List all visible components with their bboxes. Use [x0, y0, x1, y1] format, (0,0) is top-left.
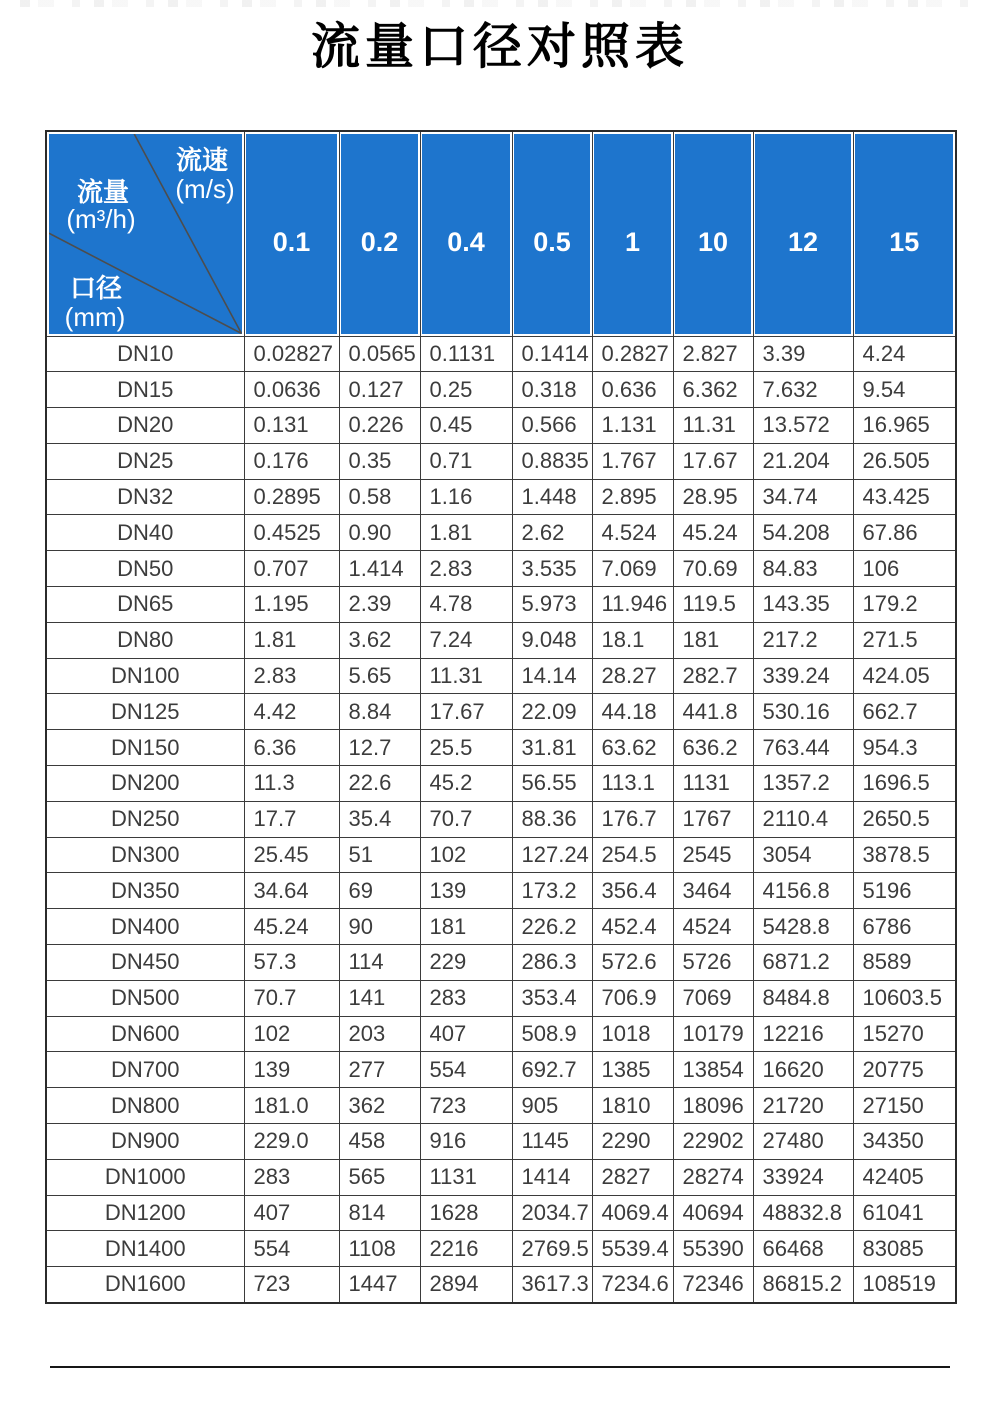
value-cell: 4.42 — [244, 694, 339, 730]
value-cell: 11.31 — [420, 658, 512, 694]
table-body — [46, 336, 956, 1303]
value-cell: 66468 — [753, 1231, 853, 1267]
value-cell: 4.524 — [592, 515, 673, 551]
table-row — [46, 479, 956, 515]
dn-cell: DN300 — [46, 837, 244, 873]
value-cell: 9.54 — [853, 372, 956, 408]
value-cell: 43.425 — [853, 479, 956, 515]
value-cell: 4156.8 — [753, 873, 853, 909]
value-cell: 0.45 — [420, 408, 512, 444]
value-cell: 0.176 — [244, 443, 339, 479]
value-cell: 40694 — [673, 1195, 753, 1231]
table-row — [46, 408, 956, 444]
value-cell: 173.2 — [512, 873, 592, 909]
value-cell: 2.62 — [512, 515, 592, 551]
value-cell: 22902 — [673, 1124, 753, 1160]
value-cell: 102 — [420, 837, 512, 873]
header-row — [46, 131, 956, 336]
dn-cell: DN1600 — [46, 1267, 244, 1303]
table-row — [46, 945, 956, 981]
value-cell: 90 — [339, 909, 420, 945]
value-cell: 21.204 — [753, 443, 853, 479]
dn-cell: DN500 — [46, 980, 244, 1016]
value-cell: 1447 — [339, 1267, 420, 1303]
value-cell: 179.2 — [853, 587, 956, 623]
table-row — [46, 622, 956, 658]
table-row — [46, 515, 956, 551]
value-cell: 4069.4 — [592, 1195, 673, 1231]
value-cell: 706.9 — [592, 980, 673, 1016]
flow-axis-label: 流量 — [76, 177, 130, 207]
value-cell: 0.4525 — [244, 515, 339, 551]
value-cell: 554 — [244, 1231, 339, 1267]
flow-axis-unit: (m³/h) — [66, 204, 136, 234]
value-cell: 283 — [420, 980, 512, 1016]
dn-cell: DN1000 — [46, 1159, 244, 1195]
table-row — [46, 801, 956, 837]
dn-cell: DN900 — [46, 1124, 244, 1160]
table-row — [46, 1159, 956, 1195]
velocity-axis-unit: (m/s) — [175, 174, 235, 204]
value-cell: 33924 — [753, 1159, 853, 1195]
value-cell: 1385 — [592, 1052, 673, 1088]
value-cell: 356.4 — [592, 873, 673, 909]
value-cell: 2827 — [592, 1159, 673, 1195]
velocity-column-header: 10 — [673, 131, 753, 336]
value-cell: 662.7 — [853, 694, 956, 730]
value-cell: 1145 — [512, 1124, 592, 1160]
value-cell: 3.62 — [339, 622, 420, 658]
value-cell: 0.1414 — [512, 336, 592, 372]
value-cell: 692.7 — [512, 1052, 592, 1088]
value-cell: 286.3 — [512, 945, 592, 981]
table-row — [46, 443, 956, 479]
value-cell: 458 — [339, 1124, 420, 1160]
value-cell: 21720 — [753, 1088, 853, 1124]
value-cell: 1696.5 — [853, 766, 956, 802]
value-cell: 42405 — [853, 1159, 956, 1195]
velocity-column-header: 1 — [592, 131, 673, 336]
value-cell: 1.767 — [592, 443, 673, 479]
table-row — [46, 730, 956, 766]
dn-cell: DN600 — [46, 1016, 244, 1052]
value-cell: 1357.2 — [753, 766, 853, 802]
value-cell: 572.6 — [592, 945, 673, 981]
value-cell: 17.67 — [673, 443, 753, 479]
value-cell: 1.195 — [244, 587, 339, 623]
value-cell: 7234.6 — [592, 1267, 673, 1303]
value-cell: 56.55 — [512, 766, 592, 802]
value-cell: 84.83 — [753, 551, 853, 587]
value-cell: 139 — [244, 1052, 339, 1088]
value-cell: 11.3 — [244, 766, 339, 802]
value-cell: 3.39 — [753, 336, 853, 372]
dn-cell: DN450 — [46, 945, 244, 981]
value-cell: 0.02827 — [244, 336, 339, 372]
value-cell: 229.0 — [244, 1124, 339, 1160]
value-cell: 18096 — [673, 1088, 753, 1124]
dn-cell: DN20 — [46, 408, 244, 444]
value-cell: 5.973 — [512, 587, 592, 623]
value-cell: 22.09 — [512, 694, 592, 730]
value-cell: 14.14 — [512, 658, 592, 694]
value-cell: 22.6 — [339, 766, 420, 802]
value-cell: 1628 — [420, 1195, 512, 1231]
value-cell: 0.566 — [512, 408, 592, 444]
value-cell: 2216 — [420, 1231, 512, 1267]
value-cell: 67.86 — [853, 515, 956, 551]
value-cell: 5428.8 — [753, 909, 853, 945]
value-cell: 18.1 — [592, 622, 673, 658]
value-cell: 5726 — [673, 945, 753, 981]
value-cell: 0.318 — [512, 372, 592, 408]
dn-cell: DN40 — [46, 515, 244, 551]
value-cell: 254.5 — [592, 837, 673, 873]
dn-cell: DN25 — [46, 443, 244, 479]
value-cell: 1.16 — [420, 479, 512, 515]
value-cell: 0.707 — [244, 551, 339, 587]
value-cell: 7.632 — [753, 372, 853, 408]
value-cell: 1810 — [592, 1088, 673, 1124]
dn-cell: DN125 — [46, 694, 244, 730]
top-cropped-text — [20, 0, 980, 7]
dn-cell: DN100 — [46, 658, 244, 694]
table-row — [46, 873, 956, 909]
velocity-axis-label: 流速 — [175, 145, 229, 175]
dn-cell: DN50 — [46, 551, 244, 587]
value-cell: 63.62 — [592, 730, 673, 766]
value-cell: 17.67 — [420, 694, 512, 730]
value-cell: 0.35 — [339, 443, 420, 479]
value-cell: 0.25 — [420, 372, 512, 408]
value-cell: 1414 — [512, 1159, 592, 1195]
value-cell: 1131 — [420, 1159, 512, 1195]
value-cell: 108519 — [853, 1267, 956, 1303]
value-cell: 2650.5 — [853, 801, 956, 837]
value-cell: 1767 — [673, 801, 753, 837]
value-cell: 181.0 — [244, 1088, 339, 1124]
table-row — [46, 1016, 956, 1052]
value-cell: 45.24 — [244, 909, 339, 945]
value-cell: 5.65 — [339, 658, 420, 694]
value-cell: 4524 — [673, 909, 753, 945]
table-container — [45, 130, 957, 1304]
value-cell: 181 — [673, 622, 753, 658]
value-cell: 0.71 — [420, 443, 512, 479]
value-cell: 6786 — [853, 909, 956, 945]
value-cell: 27150 — [853, 1088, 956, 1124]
value-cell: 57.3 — [244, 945, 339, 981]
value-cell: 31.81 — [512, 730, 592, 766]
dn-cell: DN65 — [46, 587, 244, 623]
value-cell: 141 — [339, 980, 420, 1016]
value-cell: 339.24 — [753, 658, 853, 694]
value-cell: 5196 — [853, 873, 956, 909]
value-cell: 3054 — [753, 837, 853, 873]
dn-cell: DN32 — [46, 479, 244, 515]
value-cell: 508.9 — [512, 1016, 592, 1052]
value-cell: 277 — [339, 1052, 420, 1088]
value-cell: 2.83 — [244, 658, 339, 694]
value-cell: 407 — [420, 1016, 512, 1052]
value-cell: 12216 — [753, 1016, 853, 1052]
value-cell: 283 — [244, 1159, 339, 1195]
value-cell: 34.64 — [244, 873, 339, 909]
value-cell: 0.226 — [339, 408, 420, 444]
table-row — [46, 1267, 956, 1303]
value-cell: 2.827 — [673, 336, 753, 372]
value-cell: 282.7 — [673, 658, 753, 694]
value-cell: 636.2 — [673, 730, 753, 766]
value-cell: 530.16 — [753, 694, 853, 730]
value-cell: 5539.4 — [592, 1231, 673, 1267]
value-cell: 353.4 — [512, 980, 592, 1016]
value-cell: 176.7 — [592, 801, 673, 837]
value-cell: 0.636 — [592, 372, 673, 408]
value-cell: 13854 — [673, 1052, 753, 1088]
value-cell: 424.05 — [853, 658, 956, 694]
value-cell: 2769.5 — [512, 1231, 592, 1267]
dn-cell: DN700 — [46, 1052, 244, 1088]
value-cell: 1.448 — [512, 479, 592, 515]
diameter-axis-unit: (mm) — [64, 302, 126, 332]
dn-cell: DN250 — [46, 801, 244, 837]
table-row — [46, 587, 956, 623]
value-cell: 407 — [244, 1195, 339, 1231]
value-cell: 723 — [244, 1267, 339, 1303]
value-cell: 9.048 — [512, 622, 592, 658]
value-cell: 2.39 — [339, 587, 420, 623]
value-cell: 229 — [420, 945, 512, 981]
value-cell: 34350 — [853, 1124, 956, 1160]
dn-cell: DN1400 — [46, 1231, 244, 1267]
value-cell: 2.895 — [592, 479, 673, 515]
value-cell: 0.0565 — [339, 336, 420, 372]
value-cell: 181 — [420, 909, 512, 945]
value-cell: 28.27 — [592, 658, 673, 694]
value-cell: 271.5 — [853, 622, 956, 658]
value-cell: 27480 — [753, 1124, 853, 1160]
dn-cell: DN1200 — [46, 1195, 244, 1231]
value-cell: 106 — [853, 551, 956, 587]
value-cell: 143.35 — [753, 587, 853, 623]
value-cell: 25.5 — [420, 730, 512, 766]
value-cell: 55390 — [673, 1231, 753, 1267]
value-cell: 7.069 — [592, 551, 673, 587]
value-cell: 723 — [420, 1088, 512, 1124]
value-cell: 6.36 — [244, 730, 339, 766]
value-cell: 1.81 — [244, 622, 339, 658]
table-row — [46, 766, 956, 802]
value-cell: 114 — [339, 945, 420, 981]
value-cell: 217.2 — [753, 622, 853, 658]
value-cell: 11.946 — [592, 587, 673, 623]
value-cell: 3464 — [673, 873, 753, 909]
value-cell: 51 — [339, 837, 420, 873]
value-cell: 6.362 — [673, 372, 753, 408]
value-cell: 3617.3 — [512, 1267, 592, 1303]
value-cell: 10179 — [673, 1016, 753, 1052]
velocity-column-header: 0.2 — [339, 131, 420, 336]
dn-cell: DN80 — [46, 622, 244, 658]
value-cell: 44.18 — [592, 694, 673, 730]
value-cell: 1.81 — [420, 515, 512, 551]
value-cell: 45.2 — [420, 766, 512, 802]
value-cell: 0.127 — [339, 372, 420, 408]
velocity-column-header: 0.4 — [420, 131, 512, 336]
value-cell: 3878.5 — [853, 837, 956, 873]
value-cell: 12.7 — [339, 730, 420, 766]
value-cell: 954.3 — [853, 730, 956, 766]
value-cell: 83085 — [853, 1231, 956, 1267]
velocity-column-header: 0.5 — [512, 131, 592, 336]
value-cell: 0.90 — [339, 515, 420, 551]
value-cell: 86815.2 — [753, 1267, 853, 1303]
dn-cell: DN10 — [46, 336, 244, 372]
value-cell: 13.572 — [753, 408, 853, 444]
value-cell: 11.31 — [673, 408, 753, 444]
value-cell: 3.535 — [512, 551, 592, 587]
value-cell: 15270 — [853, 1016, 956, 1052]
value-cell: 4.78 — [420, 587, 512, 623]
value-cell: 565 — [339, 1159, 420, 1195]
value-cell: 54.208 — [753, 515, 853, 551]
value-cell: 35.4 — [339, 801, 420, 837]
value-cell: 20775 — [853, 1052, 956, 1088]
value-cell: 8589 — [853, 945, 956, 981]
value-cell: 25.45 — [244, 837, 339, 873]
value-cell: 0.0636 — [244, 372, 339, 408]
dn-cell: DN150 — [46, 730, 244, 766]
velocity-column-header: 0.1 — [244, 131, 339, 336]
table-row — [46, 980, 956, 1016]
velocity-column-header: 12 — [753, 131, 853, 336]
table-row — [46, 1124, 956, 1160]
corner-header-cell — [46, 131, 244, 336]
value-cell: 2034.7 — [512, 1195, 592, 1231]
value-cell: 2545 — [673, 837, 753, 873]
value-cell: 905 — [512, 1088, 592, 1124]
value-cell: 1108 — [339, 1231, 420, 1267]
value-cell: 72346 — [673, 1267, 753, 1303]
value-cell: 441.8 — [673, 694, 753, 730]
table-row — [46, 837, 956, 873]
table-row — [46, 1052, 956, 1088]
value-cell: 16620 — [753, 1052, 853, 1088]
value-cell: 7.24 — [420, 622, 512, 658]
table-row — [46, 1088, 956, 1124]
bottom-divider — [50, 1366, 950, 1368]
value-cell: 0.58 — [339, 479, 420, 515]
value-cell: 2.83 — [420, 551, 512, 587]
value-cell: 102 — [244, 1016, 339, 1052]
value-cell: 1131 — [673, 766, 753, 802]
dn-cell: DN350 — [46, 873, 244, 909]
value-cell: 6871.2 — [753, 945, 853, 981]
value-cell: 0.131 — [244, 408, 339, 444]
value-cell: 48832.8 — [753, 1195, 853, 1231]
dn-cell: DN800 — [46, 1088, 244, 1124]
table-row — [46, 658, 956, 694]
page-title: 流量口径对照表 — [310, 20, 689, 74]
value-cell: 452.4 — [592, 909, 673, 945]
value-cell: 26.505 — [853, 443, 956, 479]
value-cell: 2110.4 — [753, 801, 853, 837]
value-cell: 88.36 — [512, 801, 592, 837]
value-cell: 119.5 — [673, 587, 753, 623]
dn-cell: DN400 — [46, 909, 244, 945]
table-row — [46, 694, 956, 730]
value-cell: 1018 — [592, 1016, 673, 1052]
value-cell: 28274 — [673, 1159, 753, 1195]
value-cell: 814 — [339, 1195, 420, 1231]
value-cell: 0.2895 — [244, 479, 339, 515]
value-cell: 8484.8 — [753, 980, 853, 1016]
value-cell: 70.7 — [420, 801, 512, 837]
table-row — [46, 551, 956, 587]
value-cell: 61041 — [853, 1195, 956, 1231]
value-cell: 45.24 — [673, 515, 753, 551]
table-row — [46, 336, 956, 372]
diameter-axis-label: 口径 — [69, 273, 123, 303]
value-cell: 34.74 — [753, 479, 853, 515]
value-cell: 1.414 — [339, 551, 420, 587]
value-cell: 362 — [339, 1088, 420, 1124]
table-row — [46, 1195, 956, 1231]
value-cell: 2290 — [592, 1124, 673, 1160]
value-cell: 70.7 — [244, 980, 339, 1016]
dn-cell: DN200 — [46, 766, 244, 802]
dn-cell: DN15 — [46, 372, 244, 408]
value-cell: 226.2 — [512, 909, 592, 945]
value-cell: 127.24 — [512, 837, 592, 873]
value-cell: 554 — [420, 1052, 512, 1088]
table-row — [46, 1231, 956, 1267]
value-cell: 69 — [339, 873, 420, 909]
value-cell: 1.131 — [592, 408, 673, 444]
value-cell: 763.44 — [753, 730, 853, 766]
table-row — [46, 909, 956, 945]
value-cell: 0.2827 — [592, 336, 673, 372]
value-cell: 0.8835 — [512, 443, 592, 479]
value-cell: 8.84 — [339, 694, 420, 730]
value-cell: 7069 — [673, 980, 753, 1016]
value-cell: 70.69 — [673, 551, 753, 587]
value-cell: 28.95 — [673, 479, 753, 515]
value-cell: 916 — [420, 1124, 512, 1160]
value-cell: 17.7 — [244, 801, 339, 837]
value-cell: 16.965 — [853, 408, 956, 444]
value-cell: 10603.5 — [853, 980, 956, 1016]
flow-diameter-table — [45, 130, 957, 1304]
value-cell: 0.1131 — [420, 336, 512, 372]
corner-inner — [49, 134, 242, 334]
velocity-column-header: 15 — [853, 131, 956, 336]
value-cell: 4.24 — [853, 336, 956, 372]
table-row — [46, 372, 956, 408]
value-cell: 2894 — [420, 1267, 512, 1303]
value-cell: 113.1 — [592, 766, 673, 802]
value-cell: 139 — [420, 873, 512, 909]
value-cell: 203 — [339, 1016, 420, 1052]
